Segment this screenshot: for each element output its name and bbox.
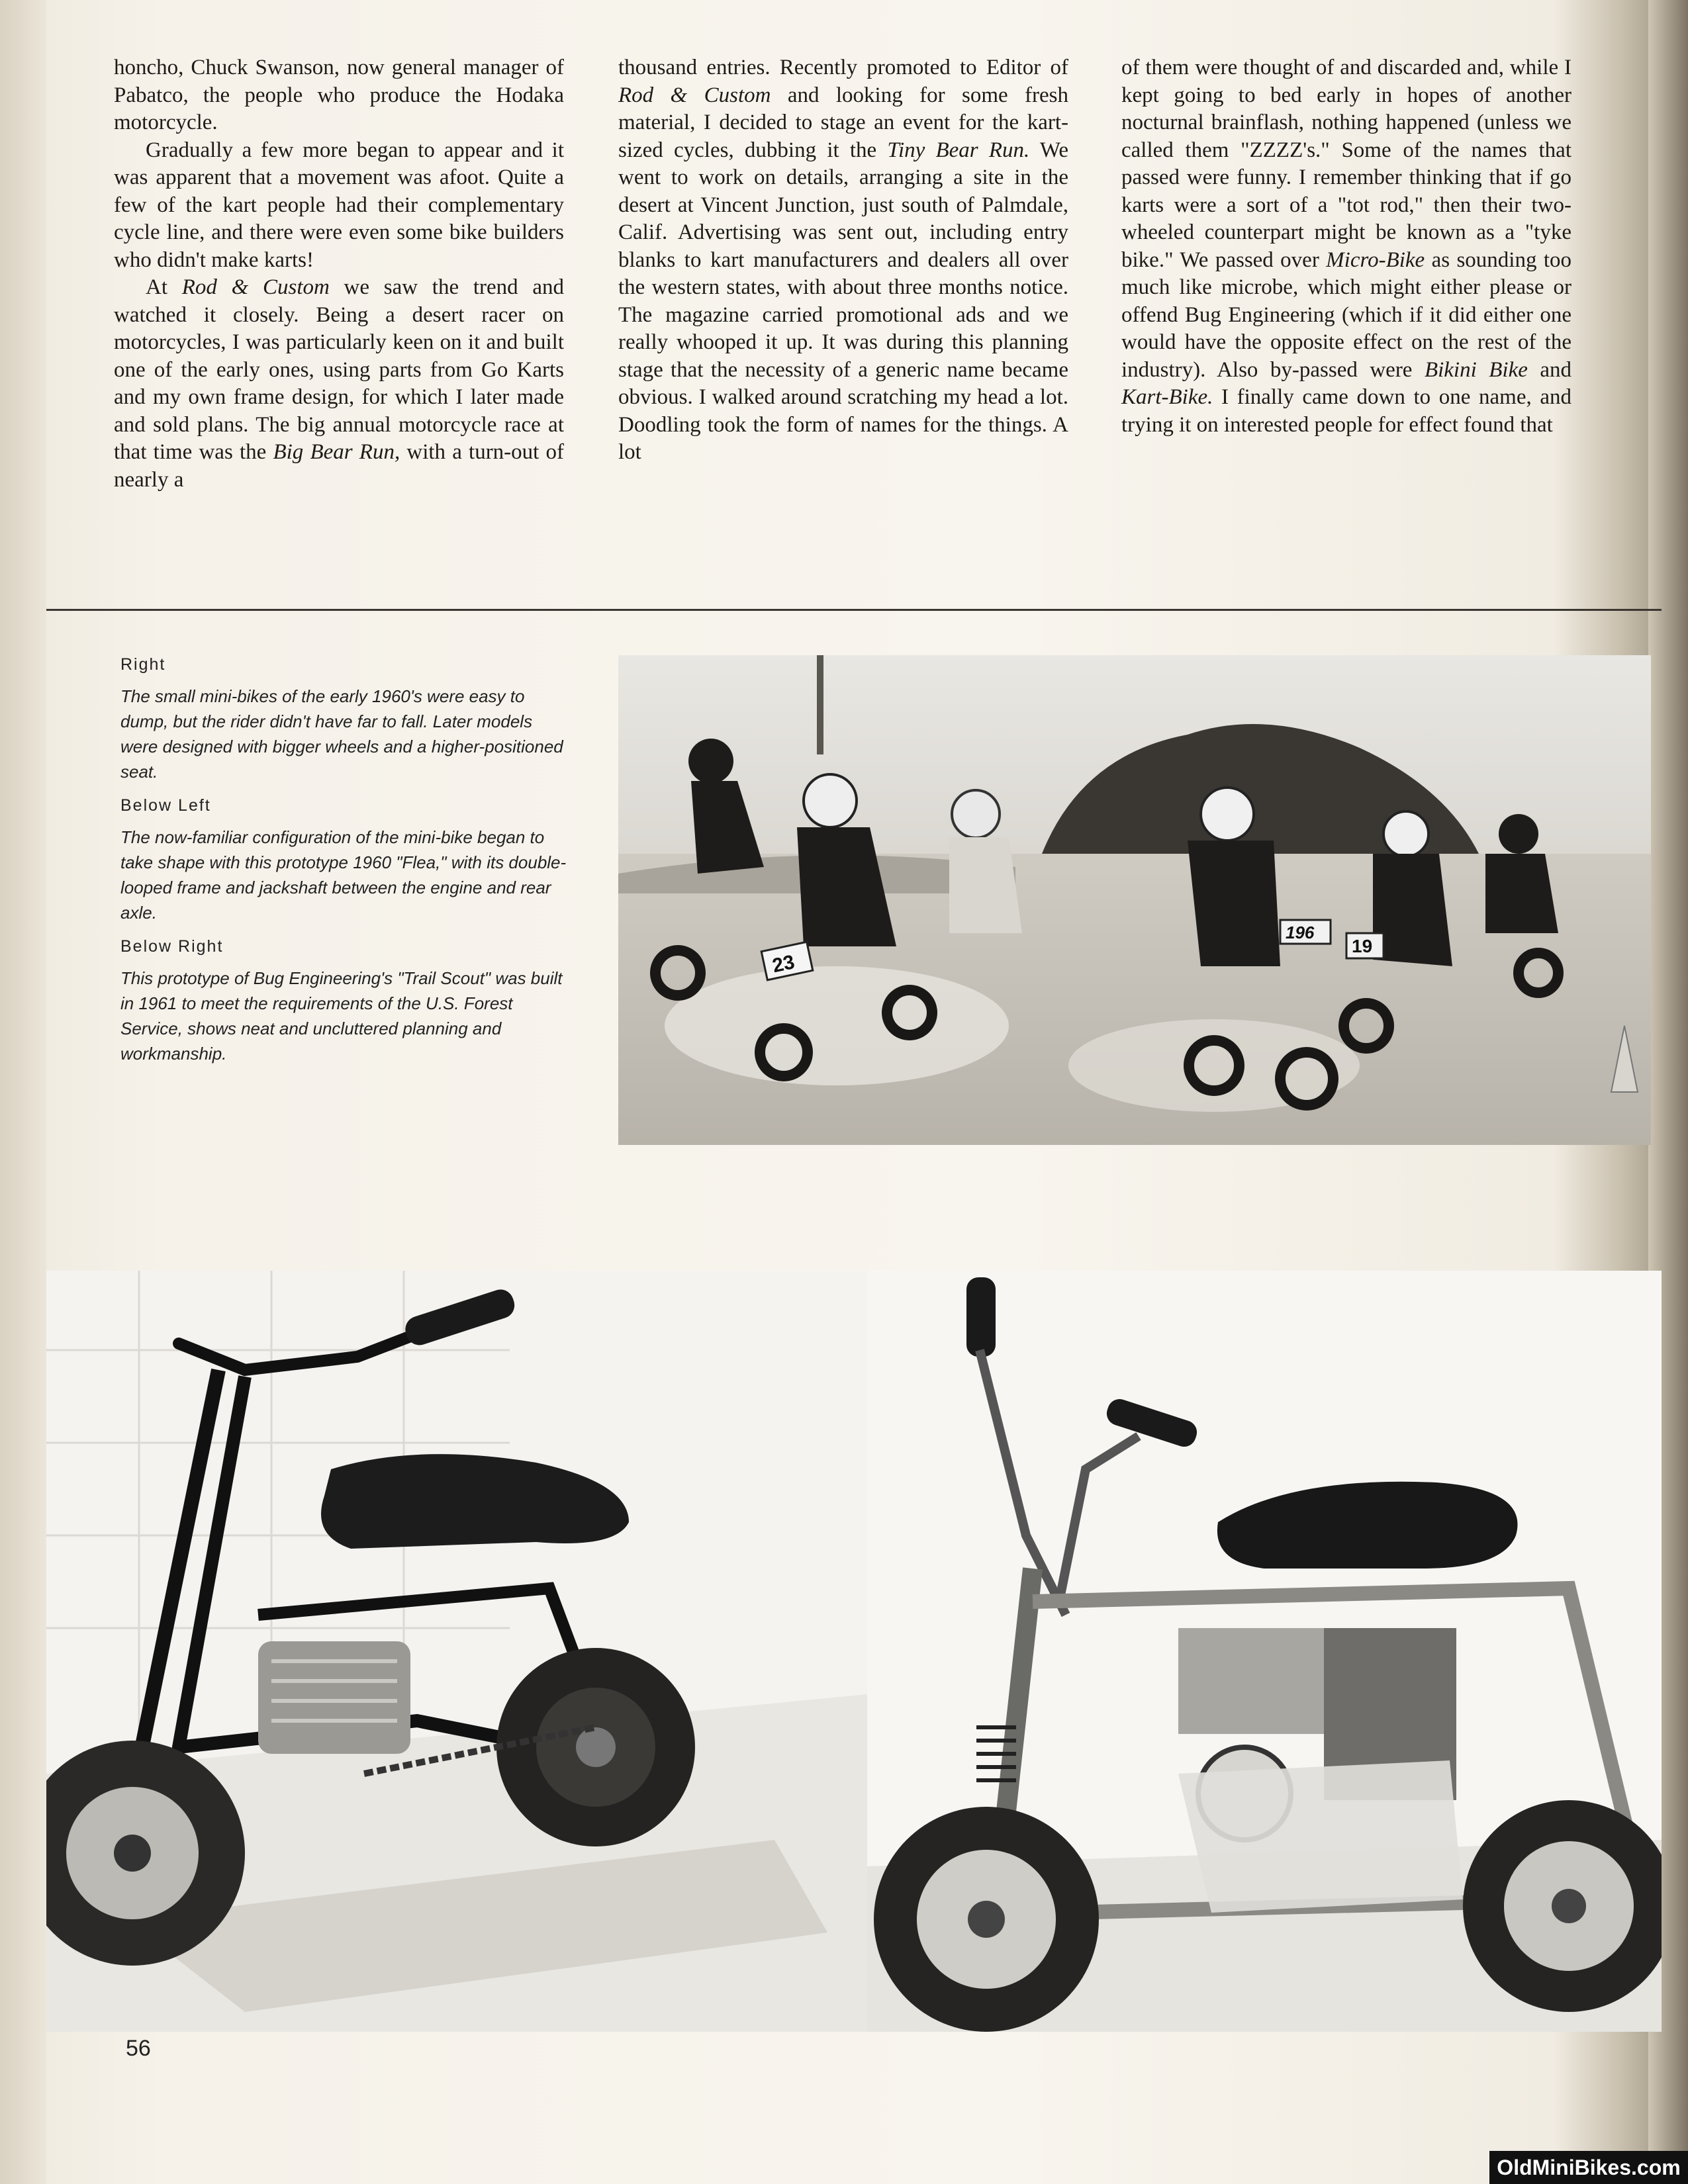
- horizontal-rule: [46, 609, 1662, 611]
- italic-title: Rod & Custom: [618, 83, 771, 107]
- italic-term: Kart-Bike.: [1121, 385, 1213, 409]
- paragraph: Gradually a few more began to appear and it was apparent that a movement was afoot. Quite a few of the kart people had their complementary cycle line, and there were even some bike builders who didn't make karts!: [114, 138, 564, 272]
- photo-trail-scout-prototype: [867, 1271, 1662, 2032]
- text-run: I finally came down to one name, and trying it on interested people for effect found that: [1121, 385, 1571, 437]
- article-column-1: [114, 54, 564, 494]
- caption-text: The now-familiar configuration of the mini-bike began to take shape with this prototype 1960 "Flea," with its double-looped frame and jackshaft between the engine and rear axle.: [120, 827, 567, 923]
- italic-term: Micro-Bike: [1326, 248, 1425, 272]
- page-spine-shadow: [0, 0, 46, 2184]
- photo-flea-prototype: [46, 1271, 867, 2032]
- number-plate: 196: [1286, 923, 1315, 942]
- page-number: 56: [126, 2036, 151, 2061]
- text-run: and: [1527, 357, 1572, 382]
- text-run: we saw the trend and watched it closely. Being a desert racer on motorcycles, I was particularly keen on it and built one of the early ones, using parts from Go Karts and my own frame design, for which I later made and sold plans. The big annual motorcycle race at that time was the: [114, 275, 564, 464]
- paragraph: honcho, Chuck Swanson, now general manager of Pabatco, the people who produce the Hodaka motorcycle.: [114, 56, 564, 134]
- photo-captions: [120, 655, 571, 1078]
- text-run: and looking for some fresh material, I decided to stage an event for the kart-sized cycles, dubbing it the: [618, 83, 1068, 162]
- caption-text: The small mini-bikes of the early 1960's were easy to dump, but the rider didn't have far to fall. Later models were designed with bigger wheels and a higher-positioned seat.: [120, 686, 563, 782]
- watermark: OldMiniBikes.com: [1489, 2151, 1688, 2184]
- photo-minibike-race: [618, 655, 1651, 1145]
- text-run: with a turn-out of nearly a: [114, 440, 565, 492]
- caption-heading: Right: [120, 655, 166, 674]
- paragraph: [114, 274, 564, 494]
- number-plate: 23: [770, 951, 797, 978]
- text-run: as sounding too much like microbe, which might either please or offend Bug Engineering (which if it did either one would have the opposite effect on the rest of the industry). Also by-passed were: [1121, 248, 1571, 382]
- caption-text: This prototype of Bug Engineering's "Trail Scout" was built in 1961 to meet the requirements of the U.S. Forest Service, shows neat and uncluttered planning and workmanship.: [120, 968, 563, 1064]
- article-column-2: [618, 54, 1068, 467]
- flea-photo-illustration: [46, 1271, 867, 2032]
- text-run: of them were thought of and discarded and, while I kept going to bed early in hopes of another nocturnal brainflash, nothing happened (unless we called them "ZZZZ's." Some of the names that passed were funny. I remember thinking that if go karts were a sort of a "tot rod," then their two-wheeled counterpart might be known as a "tyke bike." We passed over: [1121, 56, 1571, 272]
- article-column-3: [1121, 54, 1571, 439]
- italic-term: Bikini Bike: [1424, 357, 1528, 382]
- text-run: We went to work on details, arranging a site in the desert at Vincent Junction, just south of Palmdale, Calif. Advertising was sent out, including entry blanks to kart manufacturers and dealers all over the western states, with about three months notice. The magazine carried promotional ads and we really whooped it up. It was during this planning stage that the necessity of a generic name became obvious. I walked around scratching my head a lot. Doodling took the form of names for the things. A lot: [618, 138, 1069, 464]
- text-run: thousand entries. Recently promoted to Editor of: [618, 56, 1068, 79]
- trail-scout-photo-illustration: [867, 1271, 1662, 2032]
- paragraph: [1121, 54, 1571, 439]
- italic-title: Tiny Bear Run.: [887, 138, 1030, 162]
- caption-heading: Below Left: [120, 796, 211, 815]
- number-plate: 19: [1352, 936, 1373, 956]
- caption-heading: Below Right: [120, 937, 224, 956]
- paragraph: [618, 54, 1068, 467]
- italic-title: Rod & Custom: [181, 275, 330, 299]
- race-photo-illustration: [618, 655, 1651, 1145]
- text-run: At: [146, 275, 182, 299]
- italic-title: Big Bear Run,: [273, 440, 400, 464]
